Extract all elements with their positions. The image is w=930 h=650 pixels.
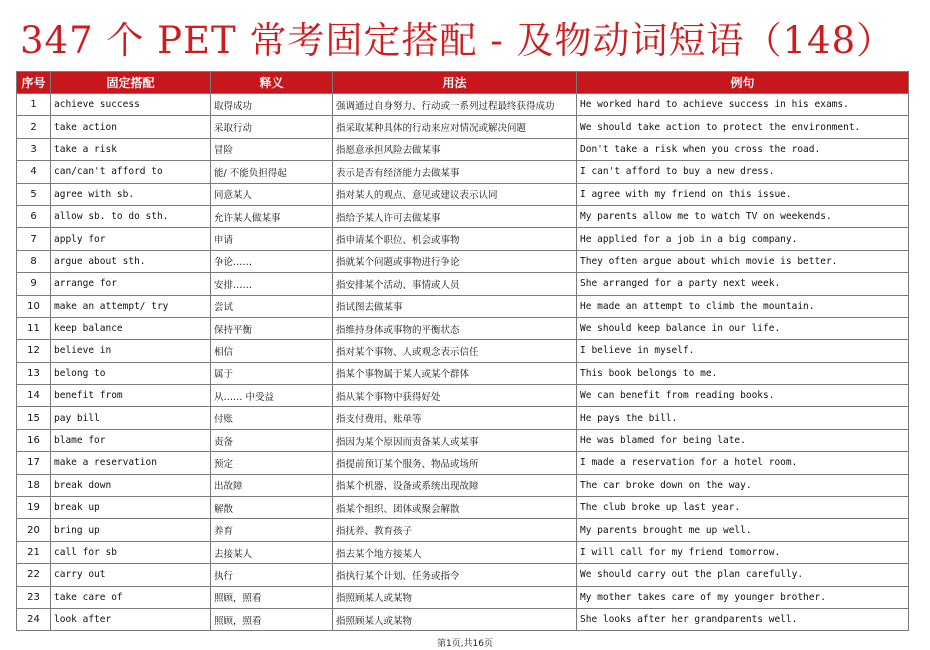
row-index: 21 xyxy=(17,541,51,563)
table-row xyxy=(17,474,909,496)
row-index: 6 xyxy=(17,205,51,227)
table-row xyxy=(17,250,909,272)
row-meaning: 允许某人做某事 xyxy=(211,205,333,227)
row-index: 17 xyxy=(17,452,51,474)
table-row xyxy=(17,273,909,295)
row-index: 9 xyxy=(17,273,51,295)
row-phrase: take a risk xyxy=(51,138,211,160)
page-footer: 第1页,共16页 xyxy=(436,639,494,649)
row-phrase: blame for xyxy=(51,429,211,451)
row-meaning: 从…… 中受益 xyxy=(211,385,333,407)
row-index: 13 xyxy=(17,362,51,384)
row-usage: 指抚养、教育孩子 xyxy=(333,519,577,541)
row-meaning: 尝试 xyxy=(211,295,333,317)
row-usage: 指对某人的观点、意见或建议表示认同 xyxy=(333,183,577,205)
row-meaning: 养育 xyxy=(211,519,333,541)
row-example: I made a reservation for a hotel room. xyxy=(577,452,909,474)
row-example: The club broke up last year. xyxy=(577,497,909,519)
row-example: She looks after her grandparents well. xyxy=(577,608,909,630)
row-example: They often argue about which movie is better. xyxy=(577,250,909,272)
row-phrase: take action xyxy=(51,116,211,138)
table-row xyxy=(17,138,909,160)
row-phrase: argue about sth. xyxy=(51,250,211,272)
table-row xyxy=(17,564,909,586)
row-usage: 指执行某个计划、任务或指令 xyxy=(333,564,577,586)
table-row xyxy=(17,407,909,429)
table-row xyxy=(17,385,909,407)
row-index: 16 xyxy=(17,429,51,451)
row-usage: 指提前预订某个服务、物品或场所 xyxy=(333,452,577,474)
row-example: He pays the bill. xyxy=(577,407,909,429)
row-usage: 指照顾某人或某物 xyxy=(333,586,577,608)
row-example: My mother takes care of my younger brother. xyxy=(577,586,909,608)
row-meaning: 付账 xyxy=(211,407,333,429)
row-example: The car broke down on the way. xyxy=(577,474,909,496)
row-phrase: arrange for xyxy=(51,273,211,295)
row-example: My parents brought me up well. xyxy=(577,519,909,541)
row-index: 7 xyxy=(17,228,51,250)
row-usage: 指申请某个职位、机会或事物 xyxy=(333,228,577,250)
row-phrase: apply for xyxy=(51,228,211,250)
row-index: 12 xyxy=(17,340,51,362)
row-usage: 指某个机器、设备或系统出现故障 xyxy=(333,474,577,496)
row-phrase: make an attempt/ try xyxy=(51,295,211,317)
row-usage: 指去某个地方接某人 xyxy=(333,541,577,563)
row-usage: 指某个组织、团体或聚会解散 xyxy=(333,497,577,519)
table-row xyxy=(17,116,909,138)
table-row xyxy=(17,452,909,474)
row-phrase: break down xyxy=(51,474,211,496)
row-example: I can't afford to buy a new dress. xyxy=(577,161,909,183)
table-row xyxy=(17,205,909,227)
row-example: He worked hard to achieve success in his exams. xyxy=(577,94,909,116)
row-example: He was blamed for being late. xyxy=(577,429,909,451)
table-body xyxy=(17,94,909,631)
table-row xyxy=(17,497,909,519)
table-row xyxy=(17,429,909,451)
table-row xyxy=(17,586,909,608)
table-row xyxy=(17,161,909,183)
row-index: 19 xyxy=(17,497,51,519)
row-meaning: 相信 xyxy=(211,340,333,362)
row-index: 23 xyxy=(17,586,51,608)
table-row xyxy=(17,295,909,317)
row-index: 10 xyxy=(17,295,51,317)
row-phrase: call for sb xyxy=(51,541,211,563)
row-example: We should carry out the plan carefully. xyxy=(577,564,909,586)
row-example: He made an attempt to climb the mountain. xyxy=(577,295,909,317)
row-phrase: belong to xyxy=(51,362,211,384)
row-usage: 指就某个问题或事物进行争论 xyxy=(333,250,577,272)
row-phrase: pay bill xyxy=(51,407,211,429)
row-phrase: benefit from xyxy=(51,385,211,407)
row-index: 14 xyxy=(17,385,51,407)
table-row xyxy=(17,362,909,384)
header-meaning: 释义 xyxy=(211,72,333,94)
row-meaning: 属于 xyxy=(211,362,333,384)
row-index: 20 xyxy=(17,519,51,541)
row-phrase: break up xyxy=(51,497,211,519)
phrase-table xyxy=(16,71,909,631)
header-usage: 用法 xyxy=(333,72,577,94)
row-phrase: take care of xyxy=(51,586,211,608)
row-meaning: 执行 xyxy=(211,564,333,586)
row-usage: 指照顾某人或某物 xyxy=(333,608,577,630)
row-meaning: 出故障 xyxy=(211,474,333,496)
row-index: 5 xyxy=(17,183,51,205)
row-usage: 指采取某种具体的行动来应对情况或解决问题 xyxy=(333,116,577,138)
row-usage: 指维持身体或事物的平衡状态 xyxy=(333,317,577,339)
page-title: 347 个 PET 常考固定搭配 - 及物动词短语（148） xyxy=(20,19,895,62)
row-example: I believe in myself. xyxy=(577,340,909,362)
row-example: We should take action to protect the environment. xyxy=(577,116,909,138)
table-row xyxy=(17,183,909,205)
row-example: Don't take a risk when you cross the road. xyxy=(577,138,909,160)
row-meaning: 能/ 不能负担得起 xyxy=(211,161,333,183)
row-phrase: make a reservation xyxy=(51,452,211,474)
row-example: My parents allow me to watch TV on weekends. xyxy=(577,205,909,227)
row-index: 11 xyxy=(17,317,51,339)
row-usage: 指安排某个活动、事情或人员 xyxy=(333,273,577,295)
table-row xyxy=(17,228,909,250)
row-usage: 指给予某人许可去做某事 xyxy=(333,205,577,227)
row-index: 15 xyxy=(17,407,51,429)
row-usage: 指对某个事物、人或观念表示信任 xyxy=(333,340,577,362)
row-phrase: achieve success xyxy=(51,94,211,116)
row-usage: 指因为某个原因而责备某人或某事 xyxy=(333,429,577,451)
table-header-row xyxy=(17,72,909,94)
row-meaning: 采取行动 xyxy=(211,116,333,138)
row-meaning: 申请 xyxy=(211,228,333,250)
row-meaning: 责备 xyxy=(211,429,333,451)
row-index: 24 xyxy=(17,608,51,630)
row-meaning: 冒险 xyxy=(211,138,333,160)
row-example: She arranged for a party next week. xyxy=(577,273,909,295)
row-index: 18 xyxy=(17,474,51,496)
header-index: 序号 xyxy=(17,72,51,94)
row-usage: 指支付费用、账单等 xyxy=(333,407,577,429)
row-meaning: 去接某人 xyxy=(211,541,333,563)
row-phrase: believe in xyxy=(51,340,211,362)
row-phrase: carry out xyxy=(51,564,211,586)
row-phrase: allow sb. to do sth. xyxy=(51,205,211,227)
row-index: 3 xyxy=(17,138,51,160)
table-row xyxy=(17,317,909,339)
row-usage: 强调通过自身努力、行动或一系列过程最终获得成功 xyxy=(333,94,577,116)
header-example: 例句 xyxy=(577,72,909,94)
table-row xyxy=(17,541,909,563)
row-meaning: 争论…… xyxy=(211,250,333,272)
row-example: We should keep balance in our life. xyxy=(577,317,909,339)
row-meaning: 照顾，照看 xyxy=(211,608,333,630)
row-meaning: 安排…… xyxy=(211,273,333,295)
row-index: 2 xyxy=(17,116,51,138)
row-meaning: 照顾，照看 xyxy=(211,586,333,608)
table-row xyxy=(17,340,909,362)
row-example: I will call for my friend tomorrow. xyxy=(577,541,909,563)
row-phrase: look after xyxy=(51,608,211,630)
row-meaning: 保持平衡 xyxy=(211,317,333,339)
row-usage: 表示是否有经济能力去做某事 xyxy=(333,161,577,183)
row-usage: 指某个事物属于某人或某个群体 xyxy=(333,362,577,384)
row-index: 1 xyxy=(17,94,51,116)
row-index: 8 xyxy=(17,250,51,272)
row-meaning: 取得成功 xyxy=(211,94,333,116)
row-phrase: can/can't afford to xyxy=(51,161,211,183)
table-row xyxy=(17,608,909,630)
row-example: This book belongs to me. xyxy=(577,362,909,384)
row-index: 22 xyxy=(17,564,51,586)
row-example: He applied for a job in a big company. xyxy=(577,228,909,250)
row-phrase: agree with sb. xyxy=(51,183,211,205)
row-example: We can benefit from reading books. xyxy=(577,385,909,407)
row-usage: 指试图去做某事 xyxy=(333,295,577,317)
table-row xyxy=(17,519,909,541)
row-index: 4 xyxy=(17,161,51,183)
row-phrase: keep balance xyxy=(51,317,211,339)
row-usage: 指愿意承担风险去做某事 xyxy=(333,138,577,160)
row-meaning: 解散 xyxy=(211,497,333,519)
row-meaning: 预定 xyxy=(211,452,333,474)
row-example: I agree with my friend on this issue. xyxy=(577,183,909,205)
row-phrase: bring up xyxy=(51,519,211,541)
row-meaning: 同意某人 xyxy=(211,183,333,205)
table-row xyxy=(17,94,909,116)
header-phrase: 固定搭配 xyxy=(51,72,211,94)
row-usage: 指从某个事物中获得好处 xyxy=(333,385,577,407)
